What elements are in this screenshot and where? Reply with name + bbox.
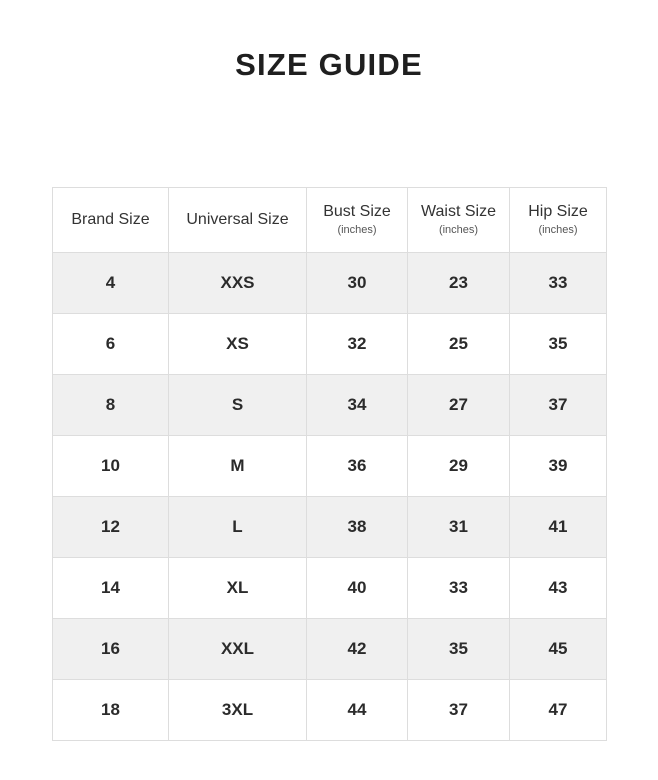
cell-hip-size: 47 xyxy=(510,680,607,741)
column-header-label: Waist Size xyxy=(421,203,496,221)
cell-universal-size: XL xyxy=(169,558,307,619)
column-header-universal-size xyxy=(169,188,307,253)
column-header-waist-size xyxy=(408,188,510,253)
cell-bust-size: 44 xyxy=(307,680,408,741)
table-row xyxy=(53,619,607,680)
cell-waist-size: 35 xyxy=(408,619,510,680)
cell-bust-size: 34 xyxy=(307,375,408,436)
column-header-label: Brand Size xyxy=(71,210,150,228)
cell-universal-size: M xyxy=(169,436,307,497)
table-header xyxy=(53,188,607,253)
table-header-row xyxy=(53,188,607,253)
cell-bust-size: 38 xyxy=(307,497,408,558)
cell-universal-size: L xyxy=(169,497,307,558)
table-row xyxy=(53,253,607,314)
cell-brand-size: 6 xyxy=(53,314,169,375)
cell-universal-size: 3XL xyxy=(169,680,307,741)
cell-hip-size: 41 xyxy=(510,497,607,558)
cell-hip-size: 37 xyxy=(510,375,607,436)
cell-brand-size: 10 xyxy=(53,436,169,497)
table-row xyxy=(53,680,607,741)
cell-hip-size: 33 xyxy=(510,253,607,314)
column-header-unit: (inches) xyxy=(538,223,578,236)
cell-waist-size: 37 xyxy=(408,680,510,741)
table-row xyxy=(53,497,607,558)
cell-hip-size: 43 xyxy=(510,558,607,619)
table-row xyxy=(53,375,607,436)
table-body xyxy=(53,253,607,741)
cell-waist-size: 31 xyxy=(408,497,510,558)
cell-waist-size: 23 xyxy=(408,253,510,314)
cell-waist-size: 27 xyxy=(408,375,510,436)
column-header-label: Universal Size xyxy=(186,210,289,228)
column-header-hip-size xyxy=(510,188,607,253)
column-header-unit: (inches) xyxy=(337,223,377,236)
table-row xyxy=(53,314,607,375)
cell-universal-size: XXL xyxy=(169,619,307,680)
table-row xyxy=(53,558,607,619)
page-title: SIZE GUIDE xyxy=(235,47,423,82)
column-header-label: Bust Size xyxy=(323,203,391,221)
cell-universal-size: S xyxy=(169,375,307,436)
cell-hip-size: 35 xyxy=(510,314,607,375)
cell-waist-size: 25 xyxy=(408,314,510,375)
cell-bust-size: 42 xyxy=(307,619,408,680)
cell-waist-size: 29 xyxy=(408,436,510,497)
size-guide-table-wrapper xyxy=(52,187,606,741)
cell-bust-size: 32 xyxy=(307,314,408,375)
cell-universal-size: XS xyxy=(169,314,307,375)
cell-bust-size: 30 xyxy=(307,253,408,314)
column-header-bust-size xyxy=(307,188,408,253)
cell-hip-size: 45 xyxy=(510,619,607,680)
cell-universal-size: XXS xyxy=(169,253,307,314)
cell-brand-size: 12 xyxy=(53,497,169,558)
cell-brand-size: 16 xyxy=(53,619,169,680)
cell-brand-size: 4 xyxy=(53,253,169,314)
cell-brand-size: 8 xyxy=(53,375,169,436)
cell-brand-size: 14 xyxy=(53,558,169,619)
size-guide-table xyxy=(52,187,607,741)
column-header-brand-size xyxy=(53,188,169,253)
cell-waist-size: 33 xyxy=(408,558,510,619)
cell-bust-size: 36 xyxy=(307,436,408,497)
cell-brand-size: 18 xyxy=(53,680,169,741)
cell-hip-size: 39 xyxy=(510,436,607,497)
column-header-unit: (inches) xyxy=(438,223,479,236)
size-guide-page xyxy=(0,46,658,780)
column-header-label: Hip Size xyxy=(528,203,588,221)
table-row xyxy=(53,436,607,497)
cell-bust-size: 40 xyxy=(307,558,408,619)
